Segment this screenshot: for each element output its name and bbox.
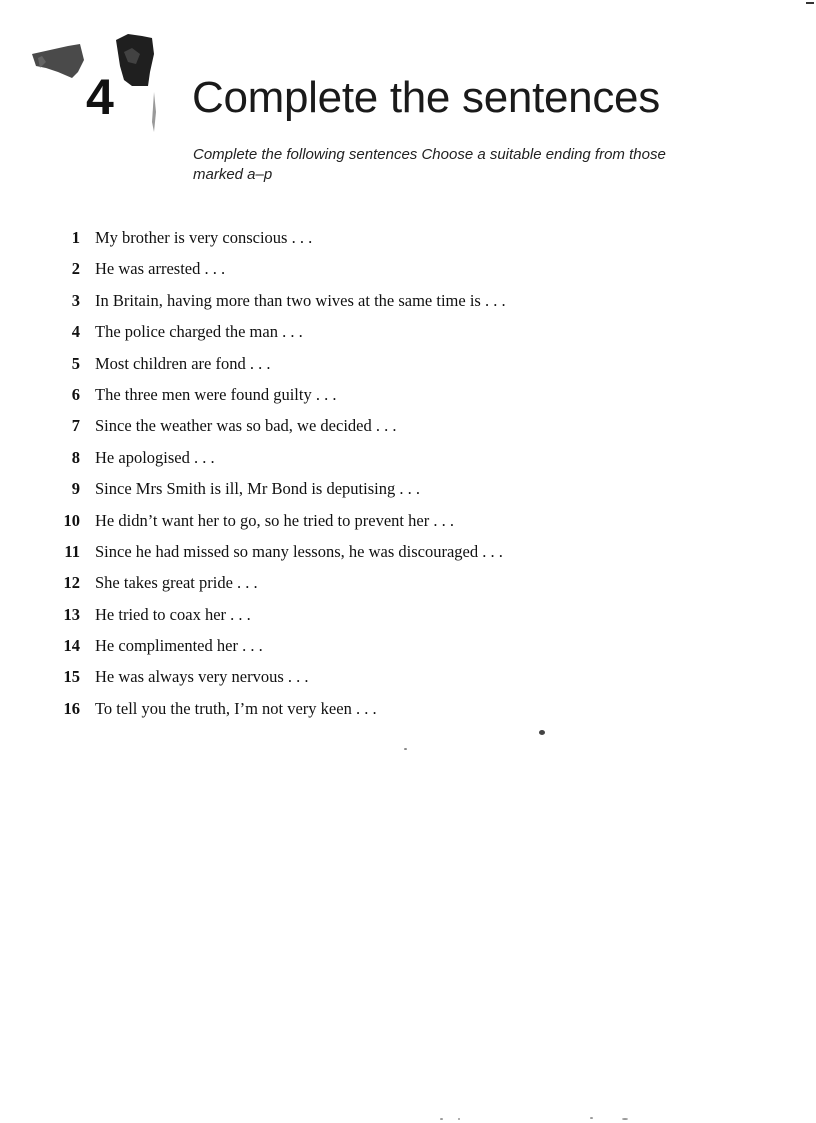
page-title: Complete the sentences xyxy=(192,73,660,122)
sentence-item xyxy=(52,666,672,697)
sentence-item xyxy=(52,258,672,289)
sentence-item xyxy=(52,227,672,258)
sentence-item xyxy=(52,447,672,478)
item-text: Since he had missed so many lessons, he was discouraged . . . xyxy=(95,541,503,561)
item-text: Most children are fond . . . xyxy=(95,353,271,373)
unit-number: 4 xyxy=(86,69,114,125)
sentence-item xyxy=(52,541,672,572)
scan-speck xyxy=(590,1117,593,1119)
item-number: 5 xyxy=(71,353,80,373)
item-number: 15 xyxy=(63,667,80,687)
item-text: She takes great pride . . . xyxy=(95,573,258,593)
sentence-item xyxy=(52,478,672,509)
sentence-item xyxy=(52,604,672,635)
sentence-item xyxy=(52,384,672,415)
scan-speck xyxy=(458,1118,460,1120)
scan-speck xyxy=(539,730,545,735)
item-text: He apologised . . . xyxy=(95,447,215,467)
item-number: 14 xyxy=(63,636,80,656)
item-text: He didn’t want her to go, so he tried to prevent her . . . xyxy=(95,510,454,530)
item-text: The three men were found guilty . . . xyxy=(95,384,337,404)
scan-speck xyxy=(622,1118,628,1120)
item-number: 12 xyxy=(63,573,80,593)
sentence-item xyxy=(52,415,672,446)
scan-corner-mark xyxy=(806,2,814,4)
item-number: 9 xyxy=(71,479,80,499)
item-text: He complimented her . . . xyxy=(95,636,263,656)
item-text: My brother is very conscious . . . xyxy=(95,228,313,247)
item-number: 1 xyxy=(71,228,80,247)
sentence-list xyxy=(52,227,672,729)
item-number: 16 xyxy=(63,698,80,718)
item-number: 11 xyxy=(64,541,80,561)
scan-speck xyxy=(404,748,407,750)
item-number: 7 xyxy=(71,416,80,436)
sentence-item xyxy=(52,321,672,352)
instructions: Complete the following sentences Choose a suitable ending from those marked a–p xyxy=(193,146,666,183)
scan-speck xyxy=(440,1118,443,1120)
item-text: He tried to coax her . . . xyxy=(95,604,251,624)
item-text: He was arrested . . . xyxy=(95,259,226,279)
item-number: 8 xyxy=(71,447,80,467)
item-number: 2 xyxy=(71,259,80,279)
item-number: 4 xyxy=(71,322,80,342)
sentence-item xyxy=(52,353,672,384)
sentence-item xyxy=(52,290,672,321)
item-text: The police charged the man . . . xyxy=(95,322,303,342)
item-text: He was always very nervous . . . xyxy=(95,667,309,687)
item-number: 13 xyxy=(63,604,80,624)
item-text: Since Mrs Smith is ill, Mr Bond is deputising . . . xyxy=(95,479,420,499)
item-number: 10 xyxy=(63,510,80,530)
sentence-item xyxy=(52,572,672,603)
item-text: Since the weather was so bad, we decided . . . xyxy=(95,416,397,436)
item-number: 3 xyxy=(71,290,80,310)
item-text: In Britain, having more than two wives at the same time is . . . xyxy=(95,290,506,310)
sentence-item xyxy=(52,635,672,666)
item-number: 6 xyxy=(71,384,80,404)
sentence-item xyxy=(52,510,672,541)
sentence-item xyxy=(52,698,672,729)
item-text: To tell you the truth, I’m not very keen . . . xyxy=(95,698,377,718)
